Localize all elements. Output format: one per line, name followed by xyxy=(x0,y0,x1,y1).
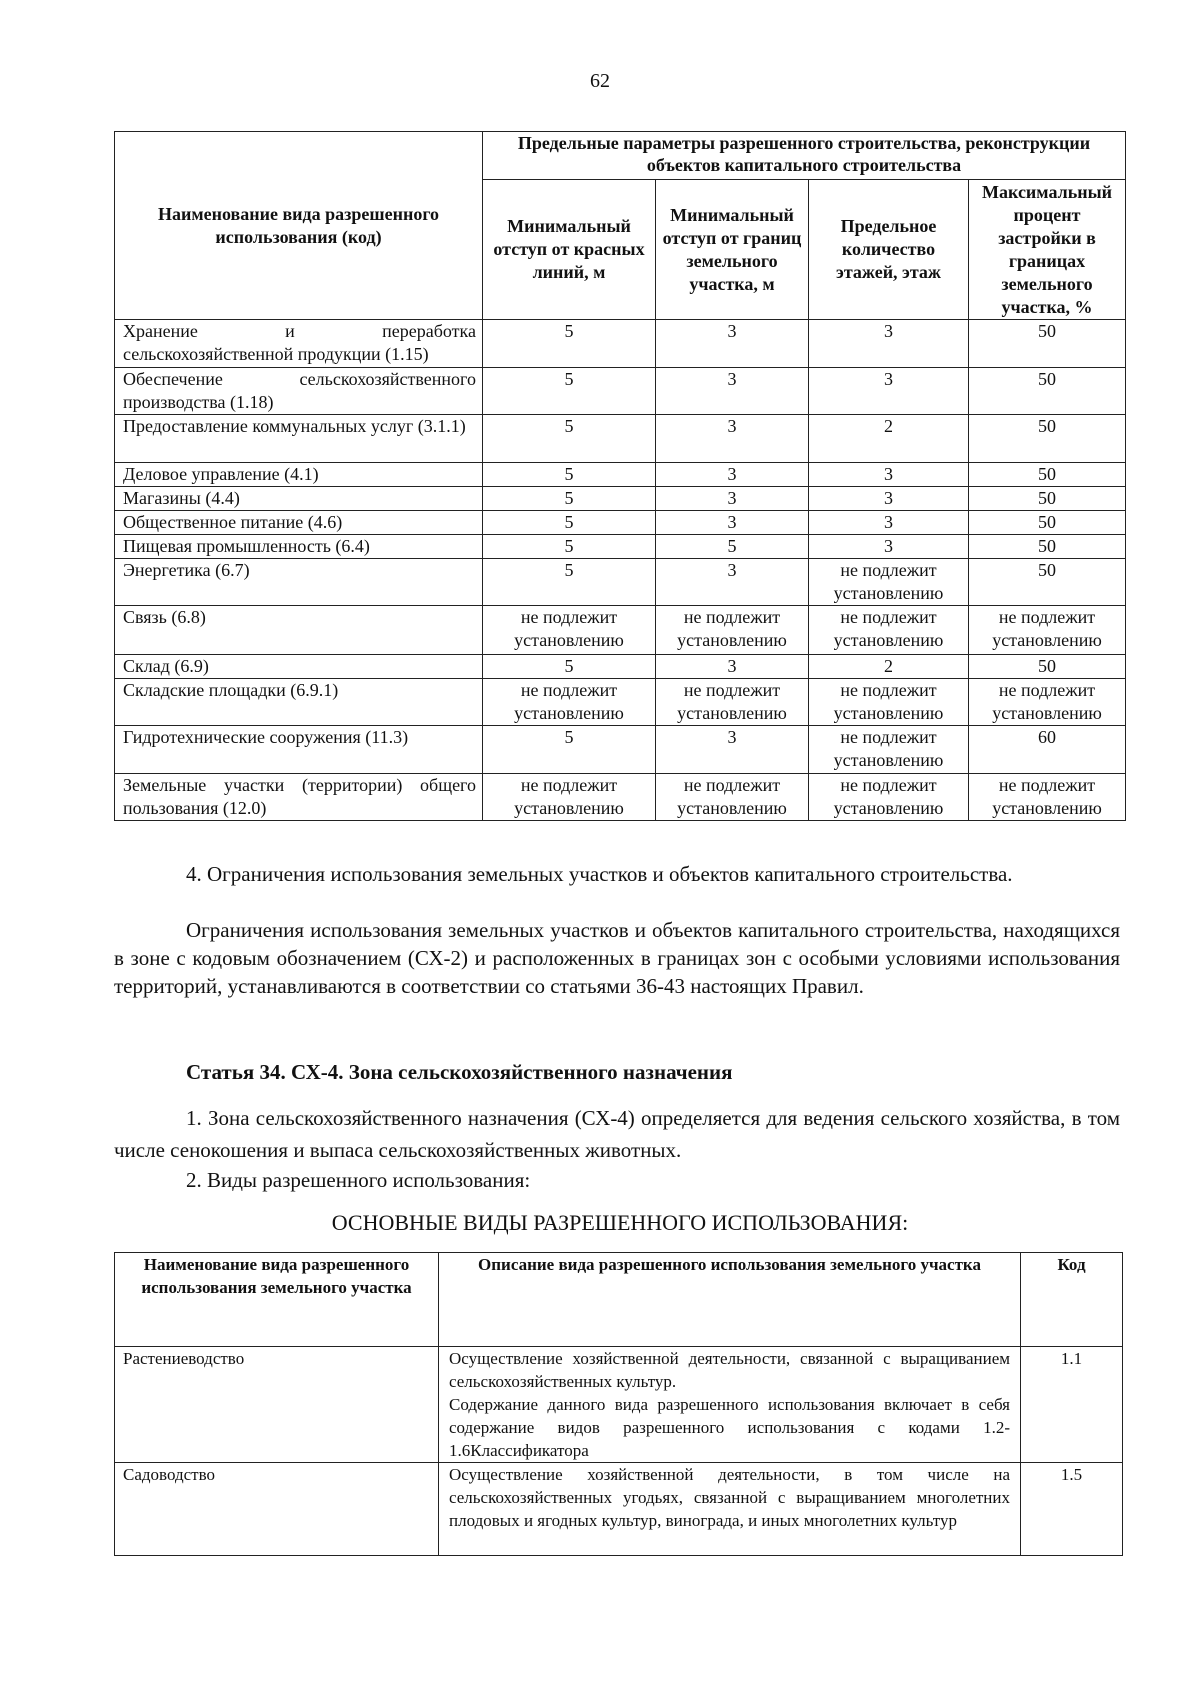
cell-value: 3 xyxy=(656,463,809,487)
row-name: Магазины (4.4) xyxy=(115,487,483,511)
cell-value: 3 xyxy=(656,655,809,679)
table-row xyxy=(115,726,1126,774)
cell-value: 50 xyxy=(969,487,1126,511)
cell-value: не подлежит установлению xyxy=(656,606,809,655)
cell-value: 3 xyxy=(809,463,969,487)
column-group-header: Предельные параметры разрешенного строительства, реконструкции объектов капитального строительства xyxy=(483,132,1126,180)
cell-value: 3 xyxy=(809,320,969,368)
cell-value: 5 xyxy=(483,320,656,368)
permitted-uses-table xyxy=(114,1252,1123,1556)
cell-value: 5 xyxy=(483,535,656,559)
row-name: Обеспечение сельскохозяйственного производства (1.18) xyxy=(115,368,483,415)
cell-value: 5 xyxy=(656,535,809,559)
row-name: Гидротехнические сооружения (11.3) xyxy=(115,726,483,774)
row-name: Деловое управление (4.1) xyxy=(115,463,483,487)
column-header-use-name: Наименование вида разрешенного использования земельного участка xyxy=(115,1253,439,1347)
cell-value: не подлежит установлению xyxy=(969,679,1126,726)
page-number: 62 xyxy=(590,70,610,92)
cell-value: 2 xyxy=(809,655,969,679)
row-name: Предоставление коммунальных услуг (3.1.1) xyxy=(115,415,483,463)
section-4-body-paragraph: Ограничения использования земельных участков и объектов капитального строительства, находящихся в зоне с кодовым обозначением (СХ-2) и расположенных в границах зон с особыми условиями использования территорий, устанавливаются в соответствии со статьями 36-43 настоящих Правил. xyxy=(114,918,1120,998)
row-name: Связь (6.8) xyxy=(115,606,483,655)
table-row xyxy=(115,679,1126,726)
row-name: Земельные участки (территории) общего пользования (12.0) xyxy=(115,774,483,821)
cell-value: 50 xyxy=(969,535,1126,559)
column-header-floors: Предельное количество этажей, этаж xyxy=(809,180,969,320)
article-paragraph-1: 1. Зона сельскохозяйственного назначения (СХ-4) определяется для ведения сельского хозяйства, в том числе сенокошения и выпаса сельскохозяйственных животных. xyxy=(114,1106,1120,1162)
cell-value: 50 xyxy=(969,368,1126,415)
cell-value: 3 xyxy=(656,368,809,415)
cell-value: не подлежит установлению xyxy=(809,774,969,821)
cell-value: 60 xyxy=(969,726,1126,774)
cell-value: 3 xyxy=(656,487,809,511)
cell-value: не подлежит установлению xyxy=(809,606,969,655)
cell-value: 50 xyxy=(969,463,1126,487)
permitted-uses-title: ОСНОВНЫЕ ВИДЫ РАЗРЕШЕННОГО ИСПОЛЬЗОВАНИЯ: xyxy=(331,1210,909,1235)
cell-value: 3 xyxy=(809,368,969,415)
cell-value: 50 xyxy=(969,511,1126,535)
cell-value: 5 xyxy=(483,726,656,774)
table-row xyxy=(115,1347,1123,1463)
cell-value: 5 xyxy=(483,368,656,415)
cell-value: 3 xyxy=(809,535,969,559)
row-name: Энергетика (6.7) xyxy=(115,559,483,606)
table-row xyxy=(115,774,1126,821)
table-row xyxy=(115,511,1126,535)
table-row xyxy=(115,368,1126,415)
column-header-building-percent: Максимальный процент застройки в границах земельного участка, % xyxy=(969,180,1126,320)
cell-value: 5 xyxy=(483,511,656,535)
cell-value: 3 xyxy=(809,487,969,511)
row-name: Хранение и переработка сельскохозяйственной продукции (1.15) xyxy=(115,320,483,368)
table-row xyxy=(115,463,1126,487)
section-4-title-paragraph: 4. Ограничения использования земельных участков и объектов капитального строительства. xyxy=(186,862,1013,886)
cell-value: не подлежит установлению xyxy=(809,726,969,774)
column-header-boundary-offset: Минимальный отступ от границ земельного участка, м xyxy=(656,180,809,320)
cell-value: 2 xyxy=(809,415,969,463)
table-row xyxy=(115,487,1126,511)
table-header-row xyxy=(115,132,1126,180)
cell-value: не подлежит установлению xyxy=(483,679,656,726)
zone-parameters-table xyxy=(114,131,1126,821)
table-row xyxy=(115,1463,1123,1556)
row-name: Растениеводство xyxy=(115,1347,439,1463)
cell-value: 5 xyxy=(483,655,656,679)
cell-value: 50 xyxy=(969,559,1126,606)
row-name: Общественное питание (4.6) xyxy=(115,511,483,535)
cell-value: 50 xyxy=(969,320,1126,368)
cell-value: 5 xyxy=(483,559,656,606)
row-code: 1.1 xyxy=(1021,1347,1123,1463)
column-header-red-line-offset: Минимальный отступ от красных линий, м xyxy=(483,180,656,320)
cell-value: 5 xyxy=(483,487,656,511)
row-name: Садоводство xyxy=(115,1463,439,1556)
column-header-description: Описание вида разрешенного использования земельного участка xyxy=(439,1253,1021,1347)
cell-value: не подлежит установлению xyxy=(483,774,656,821)
table-row xyxy=(115,559,1126,606)
cell-value: не подлежит установлению xyxy=(969,774,1126,821)
row-name: Склад (6.9) xyxy=(115,655,483,679)
cell-value: 3 xyxy=(809,511,969,535)
row-description: Осуществление хозяйственной деятельности, в том числе на сельскохозяйственных угодьях, связанной с выращиванием многолетних плодовых и ягодных культур, винограда, и иных многолетних культур xyxy=(439,1463,1021,1556)
table-row xyxy=(115,415,1126,463)
cell-value: 3 xyxy=(656,559,809,606)
cell-value: не подлежит установлению xyxy=(656,679,809,726)
table-row xyxy=(115,655,1126,679)
row-code: 1.5 xyxy=(1021,1463,1123,1556)
cell-value: 5 xyxy=(483,463,656,487)
cell-value: 3 xyxy=(656,511,809,535)
column-header-name: Наименование вида разрешенного использования (код) xyxy=(115,132,483,320)
row-name: Складские площадки (6.9.1) xyxy=(115,679,483,726)
cell-value: не подлежит установлению xyxy=(656,774,809,821)
cell-value: 5 xyxy=(483,415,656,463)
cell-value: не подлежит установлению xyxy=(969,606,1126,655)
table-row xyxy=(115,606,1126,655)
article-heading: Статья 34. СХ-4. Зона сельскохозяйственного назначения xyxy=(186,1060,733,1084)
table-header-row xyxy=(115,1253,1123,1347)
article-paragraph-2: 2. Виды разрешенного использования: xyxy=(186,1168,531,1192)
table-row xyxy=(115,535,1126,559)
cell-value: 3 xyxy=(656,320,809,368)
cell-value: не подлежит установлению xyxy=(809,679,969,726)
cell-value: 3 xyxy=(656,415,809,463)
cell-value: не подлежит установлению xyxy=(483,606,656,655)
cell-value: не подлежит установлению xyxy=(809,559,969,606)
cell-value: 50 xyxy=(969,655,1126,679)
row-description: Осуществление хозяйственной деятельности, связанной с выращиванием сельскохозяйственных культур. Содержание данного вида разрешенного использования включает в себя содержание видов разрешенного использования с кодами 1.2-1.6Классификатора xyxy=(439,1347,1021,1463)
cell-value: 3 xyxy=(656,726,809,774)
column-header-code: Код xyxy=(1021,1253,1123,1347)
table-row xyxy=(115,320,1126,368)
cell-value: 50 xyxy=(969,415,1126,463)
row-name: Пищевая промышленность (6.4) xyxy=(115,535,483,559)
